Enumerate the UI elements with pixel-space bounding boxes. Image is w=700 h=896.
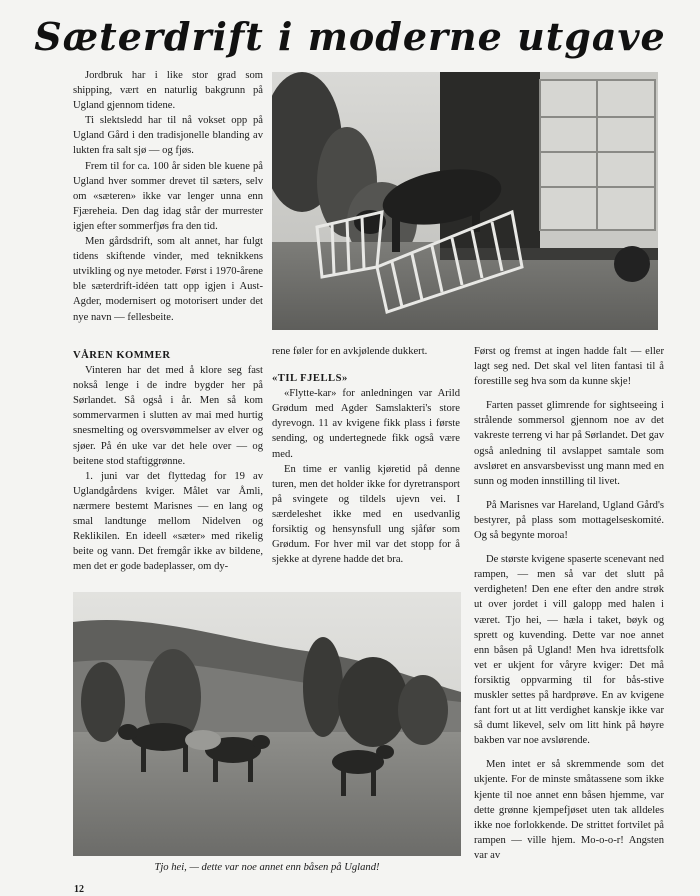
middle-column	[272, 344, 460, 567]
body-paragraph: Men intet er så skremmende som det ukjente. For de minste småtassene som ikke kjente til noe annet enn båsen hjemme, var dette grønne kjempefjøset uten tak alldeles ikke noe forlokkende. De strittet fortvilet på rampen — ville hjem. Mo-o-o-r! Angsten var av	[474, 759, 664, 861]
body-paragraph: «Flytte-kar» for anledningen var Arild Grødum med Agder Samslakteri's store dyrevogn. 11 av kvigene fikk plass i første sending, og undertegnede fikk også være med.	[272, 388, 460, 460]
photo-heifer-on-ramp	[272, 72, 658, 330]
section-heading: «TIL FJELLS»	[272, 373, 348, 385]
intro-column	[73, 68, 263, 325]
intro-paragraph: Jordbruk har i like stor grad som shipping, vært en naturlig bakgrunn på Ugland gjennom tidene.	[73, 70, 263, 112]
page-number: 12	[74, 884, 84, 895]
article-title: Sæterdrift i moderne utgave	[34, 14, 666, 59]
body-paragraph: Først og fremst at ingen hadde falt — eller lagt seg ned. Det skal vel liten fantasi til å forestille seg hva som da kunne skje!	[474, 346, 664, 388]
section-heading: VÅREN KOMMER	[73, 350, 171, 361]
body-paragraph: Vinteren har det med å klore seg fast nokså lenge i de indre bygder her på Sørlandet. Så også i år. Men så kom sommervarmen i slutten av mai med hurtig snesmelting og oversvømmelser av elver og sjøer. På én uke var det hele over — og beitene stod staftiggrønne.	[73, 365, 263, 467]
body-paragraph: rene føler for en avkjølende dukkert.	[272, 346, 428, 357]
body-paragraph: På Marisnes var Hareland, Ugland Gård's bestyrer, på plass som mottagelseskomité. Og så begynte moroa!	[474, 499, 664, 542]
intro-paragraph: Frem til for ca. 100 år siden ble kuene på Ugland hver sommer drevet til sæters, selv om «sæteren» ikke var lenger unna enn Fjæreheia. Den dag idag står der murrester igjen efter sommerfjøs fra den tid.	[73, 160, 263, 232]
photo-heifers-galloping	[73, 592, 461, 856]
section-varen-kommer	[73, 348, 263, 574]
body-paragraph: De største kvigene spaserte scenevant ned rampen, — men så var det slutt på verdigheten! Den ene efter den andre strøk ut over jordet i vill galopp med halen i været. Tjo hei, — hæla i taket, bøyk og sprett og kuvending. Dette var noe annet enn båsen på Ugland! Men hva idrettsfolk vet er ukjent for våryre kviger: Det må forsiktig oppvarming til for bås-stive muskler settes på hardprøve. En av kvigene fant fort ut at litt verdighet kanskje ikke var så dumt likevel, selv om litt hink på høyre bakben var noe avslørende.	[474, 554, 664, 747]
photo-caption: Tjo hei, — dette var noe annet enn båsen på Ugland!	[154, 862, 380, 873]
body-paragraph: 1. juni var det flyttedag for 19 av Uglandgårdens kviger. Målet var Åmli, nærmere bestemt Marisnes — en lang og smal landtunge mellom Nidelven og Reklikilen. En ideell «sæter» med rikelig beite og vann. Det fremgår ikke av bildene, men det er gode badeplasser, om dy-	[73, 470, 263, 573]
intro-paragraph: Men gårdsdrift, som alt annet, har fulgt tidens skiftende vinder, med teknikkens utvikling og nye metoder. Først i 1970-årene ble sæterdrift-idéen tatt opp igjen i Aust-Agder, modernisert og motorisert under det nye navn — fellesbeite.	[73, 236, 263, 323]
right-column	[474, 344, 664, 863]
body-paragraph: En time er vanlig kjøretid på denne turen, men det holder ikke for dyretransport på svingete og tildels ujevn vei. I særdeleshet ikke med en usedvanlig forsiktig og hensynsfull ung sjåfør som Grødum. For hver mil var det stopp for å sjekke at dyrene hadde det bra.	[272, 463, 460, 566]
body-paragraph: Farten passet glimrende for sightseeing i strålende sommersol gjennom noe av det vakreste terreng vi har på Sørlandet. Det gav også anledning til avslappet samtale som avsløret en ansvarsbevisst ung mann med en sunn og moden innstilling til livet.	[474, 400, 664, 487]
intro-paragraph: Ti slektsledd har til nå vokset opp på Ugland Gård i den tradisjonelle blanding av lukten fra salt sjø — og fjøs.	[73, 115, 263, 157]
